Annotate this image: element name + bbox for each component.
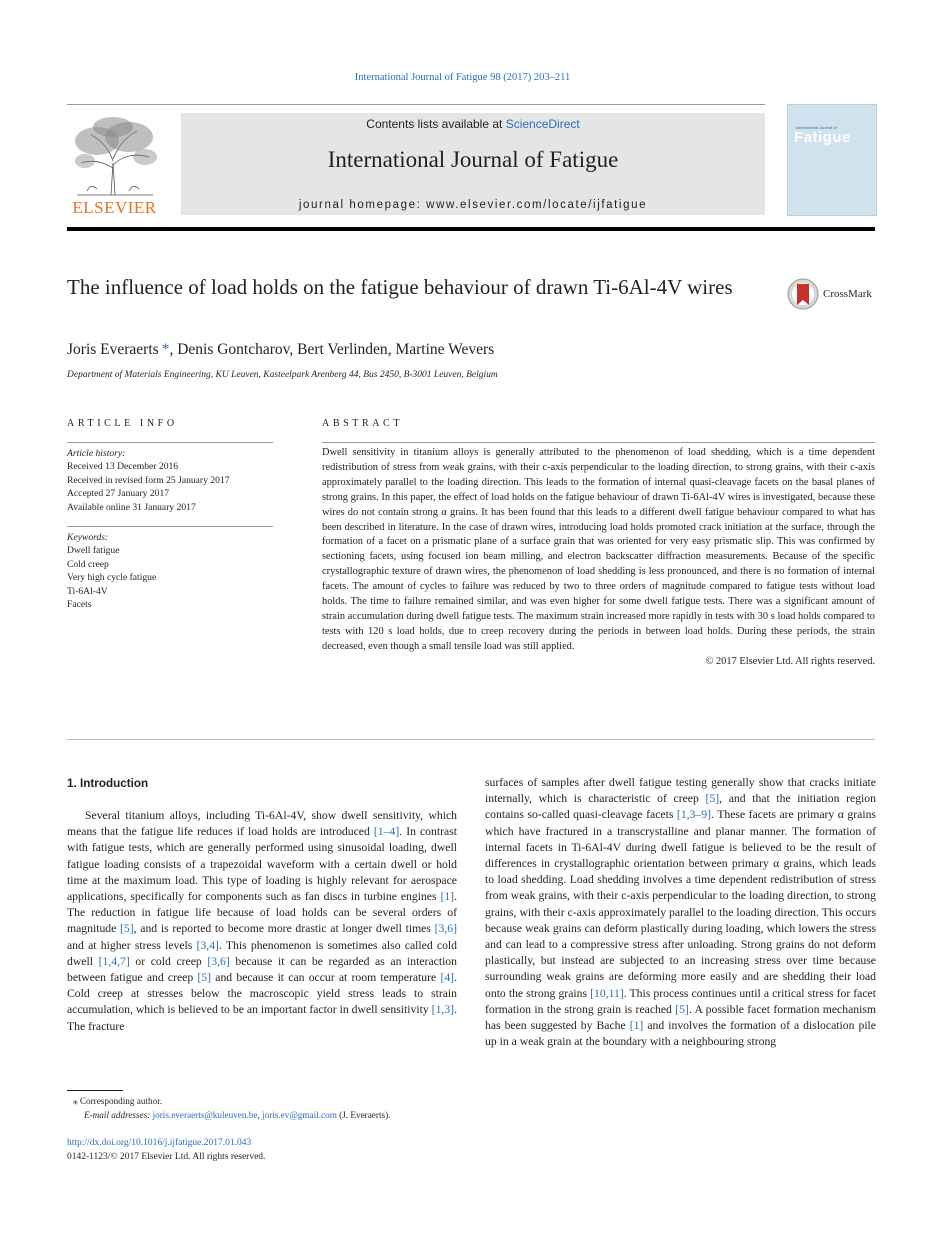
article-history (67, 447, 277, 514)
homepage-prefix: journal homepage: (298, 199, 427, 211)
author-name: Bert Verlinden (297, 341, 388, 358)
publisher-wordmark: ELSEVIER (72, 198, 157, 217)
corresponding-author-mark[interactable]: * (161, 341, 170, 358)
email-link[interactable]: joris.everaerts@kuleuven.be (152, 1110, 258, 1120)
crossmark-icon (787, 278, 819, 310)
body-text: , and is reported to become more drastic at longer dwell times (133, 922, 435, 936)
citation-link[interactable]: [3,6] (434, 922, 457, 936)
body-text: . This phenomenon is sometimes also called cold dwell (67, 938, 458, 968)
body-text: . The reduction in fatigue life because of load holds can be several orders of magnitude (67, 890, 457, 936)
article-info-rule (67, 442, 273, 443)
doi-link[interactable]: http://dx.doi.org/10.1016/j.ijfatigue.2017.01.043 (67, 1138, 252, 1148)
email-separator: , (257, 1110, 263, 1120)
footnote-mark: ⁎ (73, 1096, 78, 1106)
email-link[interactable]: joris.ev@gmail.com (262, 1110, 337, 1120)
keywords-rule (67, 526, 273, 527)
header-thick-rule (67, 227, 875, 231)
citation-link[interactable]: [1] (629, 1019, 644, 1033)
crossmark-badge[interactable] (787, 278, 877, 312)
journal-citation[interactable]: International Journal of Fatigue 98 (2017) 203–211 (354, 72, 571, 83)
issn-line: 0142-1123/© 2017 Elsevier Ltd. All rights reserved. (67, 1152, 266, 1162)
abstract-text: Dwell sensitivity in titanium alloys is generally attributed to the phenomenon of load shedding, which is a time dependent redistribution of stress from weak grains, with their c-axis perpendicular to the loading direction, to strong grains, with their c-axis approximately parallel to the loading direction. This leads to the formation of internal quasi-cleavage facets on the basal planes of strong grains. In this paper, the effect of load holds on the fatigue behaviour of drawn Ti-6Al-4V wires is investigated, because these wires do not contain strong α grains. It has been found that this leads to a different dwell fatigue behaviour compared to what has been described in literature. In the case of drawn wires, introducing load holds promoted crack initiation at the surface, through the formation of a facet on a prismatic plane of a surface grain that was oriented for very easy prismatic slip. This was confirmed by sectioning facets, using focused ion beam milling, and electron backscatter diffraction measurements. Because of the specific crystallographic texture of drawn wires, the phenomenon of load shedding is less pronounced, and there is no formation of internal facets. The amount of cycles to failure was reduced by two to three orders of magnitude compared to fatigue tests without load holds. The time to failure remained similar, and was even higher for some dwell fatigue tests. There was a significant amount of strain accumulation during dwell fatigue tests. The maximum strain increased more rapidly in tests with 30 s load holds compared to tests with 120 s load holds, due to creep recovery during the periods in between load holds. During these periods, the strain decreased, even though a small tensile load was still applied. (322, 447, 875, 652)
author-name: Denis Gontcharov (177, 341, 290, 358)
keyword: Very high cycle fatigue (67, 572, 157, 584)
citation-link[interactable]: [3,6] (207, 954, 230, 968)
body-text: . Cold creep at stresses below the macroscopic yield stress leads to strain accumulation, which is believed to be an important factor in dwell sensitivity (67, 971, 457, 1017)
email-label: E-mail addresses: (84, 1110, 153, 1120)
journal-title: International Journal of Fatigue (327, 147, 619, 172)
corresponding-author-note: Corresponding author. (79, 1096, 163, 1106)
citation-link[interactable]: [1–4] (373, 825, 400, 839)
body-text: . This process continues until a critical stress for facet formation in the strong grain is reached (485, 986, 876, 1016)
article-title: The influence of load holds on the fatigue behaviour of drawn Ti-6Al-4V wires (67, 275, 733, 299)
body-text: . A possible facet formation mechanism has been suggested by Bache (485, 1002, 876, 1033)
cover-title: Fatigue (794, 129, 851, 146)
body-text: Several titanium alloys, including Ti-6Al-4V, show dwell sensitivity, which means that the fatigue life reduces if load holds are introduced (67, 809, 457, 839)
doi-block (67, 1136, 265, 1164)
body-text: and at higher stress levels (67, 938, 197, 952)
author-list: Joris Everaerts *, Denis Gontcharov, Bert Verlinden, Martine Wevers (67, 341, 495, 358)
history-label: Article history: (67, 448, 126, 459)
abstract-heading: ABSTRACT (322, 418, 404, 429)
body-column-right (485, 775, 876, 1050)
citation-link[interactable]: [5] (197, 971, 212, 985)
abstract-rule (322, 442, 875, 443)
abstract-body (322, 446, 875, 670)
author-affiliation: Department of Materials Engineering, KU Leuven, Kasteelpark Arenberg 44, Bus 2450, B-3001 Leuven, Belgium (67, 370, 498, 380)
tree-icon (67, 113, 162, 198)
cover-subtitle: International Journal of (796, 125, 837, 130)
body-text: surfaces of samples after dwell fatigue testing generally show that cracks initiate internally, which is characteristic of creep (485, 776, 876, 806)
article-info-heading: ARTICLE INFO (67, 418, 178, 429)
citation-link[interactable]: [5] (705, 792, 720, 806)
keyword: Facets (67, 599, 92, 611)
body-text: because it can be regarded as an interaction between fatigue and creep (67, 954, 457, 985)
citation-link[interactable]: [1] (440, 890, 455, 904)
keywords-label: Keywords: (67, 532, 109, 543)
keyword: Dwell fatigue (67, 545, 120, 557)
crossmark-label: CrossMark (823, 288, 872, 300)
contents-prefix: Contents lists available at (366, 117, 506, 131)
section-heading-introduction: 1. Introduction (67, 777, 149, 790)
elsevier-logo (67, 113, 162, 215)
journal-masthead (181, 113, 765, 215)
body-column-left (67, 808, 457, 1035)
keyword: Ti-6Al-4V (67, 585, 108, 597)
citation-link[interactable]: [5] (120, 922, 134, 936)
email-owner: (J. Everaerts). (336, 1110, 391, 1120)
history-received: Received 13 December 2016 (67, 461, 179, 473)
abstract-bottom-rule (67, 739, 875, 740)
author-name: Joris Everaerts (67, 341, 159, 358)
body-text: . These facets are primary α grains which have fractured in a transcrystalline and planar manner. The formation of internal facets in Ti-6Al-4V during dwell fatigue is believed to be the result of differences in crystallographic orientation between primary α grains, which leads to load shedding. Load shedding involves a time dependent redistribution of stress from weak grains, with their c-axis perpendicular to the loading direction, to strong grains, with their c-axis approximately parallel to the loading direction. This occurs because weak grains can deform plastically during loading, which lowers the stress and can lead to a compressive stress after unloading. Strong grains do not deform plastically, but instead are subjected to an increasing stress over time because surrounding weak grains are deforming more easily and are shedding their load onto the strong grains (485, 808, 876, 1000)
keyword: Cold creep (67, 558, 109, 570)
citation-link[interactable]: [1,3–9] (676, 808, 712, 822)
citation-link[interactable]: [1,4,7] (98, 954, 130, 968)
journal-cover (787, 104, 877, 216)
citation-link[interactable]: [10,11] (590, 986, 624, 1000)
author-name: Martine Wevers (395, 341, 495, 358)
citation-link[interactable]: [4] (440, 971, 455, 985)
body-text: or cold creep (129, 954, 208, 968)
contents-line (181, 117, 765, 131)
body-text: . The fracture (67, 1003, 457, 1033)
history-online: Available online 31 January 2017 (67, 501, 196, 513)
journal-homepage (181, 199, 765, 211)
abstract-copyright: © 2017 Elsevier Ltd. All rights reserved. (705, 655, 875, 667)
citation-link[interactable]: [3,4] (196, 938, 219, 952)
citation-link[interactable]: [1,3] (431, 1003, 455, 1017)
homepage-link[interactable]: www.elsevier.com/locate/ijfatigue (426, 199, 648, 211)
history-accepted: Accepted 27 January 2017 (67, 488, 170, 500)
citation-link[interactable]: [5] (675, 1002, 689, 1016)
body-text: and because it can occur at room temperature (211, 971, 441, 985)
header-rule (67, 104, 765, 105)
body-text: and involves the formation of a dislocation pile up in a weak grain at the boundary with a neighbouring strong (485, 1019, 876, 1049)
history-revised: Received in revised form 25 January 2017 (67, 474, 230, 486)
body-text: , and that the initiation region contains so-called quasi-cleavage facets (485, 792, 876, 822)
body-text: . In contrast with fatigue tests, which are generally performed using sinusoidal loading, dwell fatigue loading consists of a trapezoidal waveform with a certain dwell or hold time at the maximum load. This type of loading is highly relevant for aerospace applications, specifically for components such as fan discs in turbine engines (67, 825, 457, 904)
footnote (67, 1094, 390, 1122)
footnote-rule (67, 1090, 123, 1091)
sciencedirect-link[interactable]: ScienceDirect (505, 117, 580, 131)
keywords-list (67, 531, 277, 611)
